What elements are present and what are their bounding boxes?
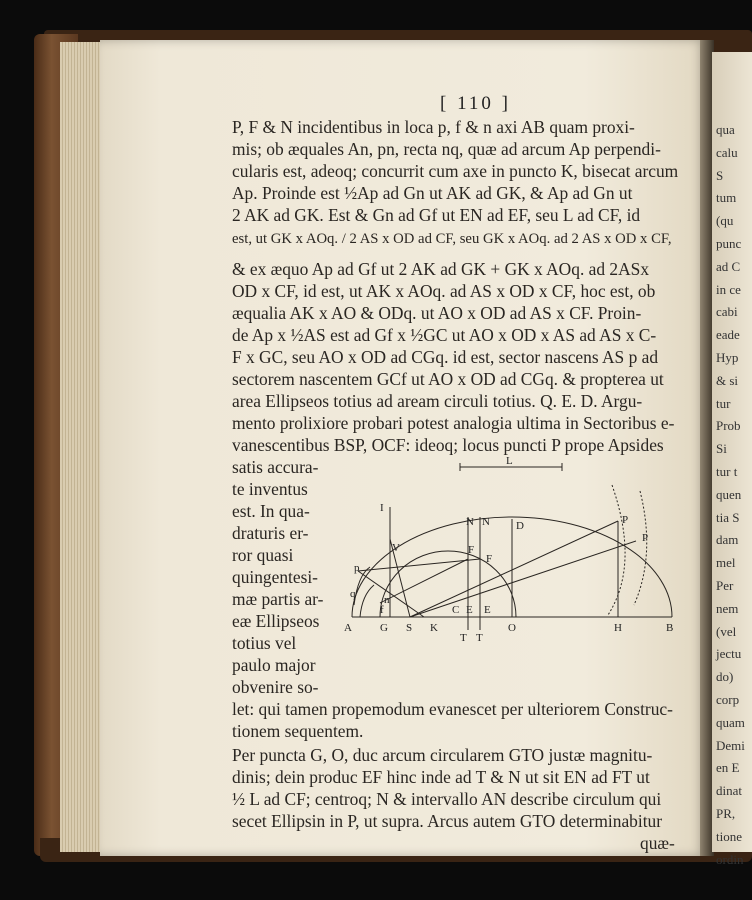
right-page-fragment: tur t (716, 464, 738, 479)
right-page-fragment: cabi (716, 304, 738, 320)
text-line: sectorem nascentem GCf ut AO x OD ad CGq. & propterea ut (232, 369, 664, 389)
text-line: est, ut GK x AOq. / 2 AS x OD ad CF, seu GK x AOq. ad 2 AS x OD x CF, (232, 231, 672, 247)
text-line: ½ L ad CF; centroq; N & intervallo AN describe circulum qui (232, 789, 662, 809)
text-line: OD x CF, id est, ut AK x AOq. ad AS x OD x CF, hoc est, ob (232, 281, 656, 301)
text-line: æqualia AK x AO & ODq. ut AO x OD ad AS x CF. Proin- (232, 303, 642, 323)
right-page-fragment: tur (716, 395, 731, 411)
right-page-fragment: (vel (716, 623, 737, 639)
text-line: secet Ellipsin in P, ut supra. Arcus autem GTO determinabitur (232, 811, 663, 831)
right-page-fragment: in ce (716, 281, 741, 297)
text-line: Per puncta G, O, duc arcum circularem GTO justæ magnitu- (232, 745, 653, 765)
label-F2: F (486, 553, 493, 565)
right-page-fragment: tione (716, 828, 742, 844)
text-line: obvenire so- (232, 677, 319, 697)
line-S-P2 (410, 541, 636, 617)
text-line: F x GC, seu AO x OD ad CGq. id est, sector nascens AS p ad (232, 347, 659, 367)
text-line: satis accura- (232, 457, 319, 477)
text-line: est. In qua- (232, 501, 310, 521)
label-T2: T (476, 632, 483, 644)
label-S: S (406, 622, 413, 634)
right-page-fragment: Hyp (716, 350, 739, 365)
text-line: 2 AK ad GK. Est & Gn ad Gf ut EN ad EF, seu L ad CF, id (232, 205, 641, 225)
text-line: cularis est, adeoq; concurrit cum axe in puncto K, bisecat arcum (232, 161, 679, 181)
text-line: de Ap x ½AS est ad Gf x ½GC ut AO x OD x AS ad AS x C- (232, 325, 657, 345)
label-D: D (516, 520, 524, 532)
text-line: mento prolixiore probari potest analogia ultima in Sectoribus e- (232, 413, 675, 433)
right-page-fragment: mel (716, 555, 736, 571)
label-E2: E (484, 604, 491, 616)
label-G: G (380, 622, 388, 634)
text-line: totius vel (232, 633, 297, 653)
text-line: eæ Ellipseos (232, 611, 320, 631)
geometric-diagram (340, 455, 680, 655)
label-f: f (380, 604, 384, 616)
label-P1: P (622, 514, 629, 526)
text-line: mis; ob æquales An, pn, recta nq, quæ ad arcum Ap perpendi- (232, 139, 661, 159)
label-K: K (430, 622, 438, 634)
label-E1: E (466, 604, 473, 616)
text-line: te inventus (232, 479, 308, 499)
right-page-fragment: (qu (716, 213, 734, 229)
right-page-fragment: tia S (716, 509, 740, 525)
label-A: A (344, 622, 352, 634)
right-page-fragment: punc (716, 236, 742, 251)
right-page-fragment: eade (716, 327, 740, 343)
label-B: B (666, 622, 674, 634)
right-page-fragment: quen (716, 486, 742, 502)
right-page-fragment: Si (716, 441, 727, 457)
right-page-fragment: Demi (716, 737, 745, 753)
label-V: V (392, 542, 400, 554)
text-line: mæ partis ar- (232, 589, 324, 609)
right-page-fragment: qua (716, 122, 735, 137)
text-line: draturis er- (232, 523, 309, 543)
text-line: area Ellipseos totius ad aream circuli totius. Q. E. D. Argu- (232, 391, 643, 411)
right-page-fragment: dam (716, 532, 739, 548)
label-P2: P (642, 532, 649, 544)
right-page-fragment: quam (716, 714, 745, 730)
right-page-fragment: PR, (716, 806, 736, 821)
text-line: vanescentibus BSP, OCF: ideoq; locus puncti P prope Apsides (232, 435, 664, 455)
right-page-fragment: en E (716, 760, 740, 776)
circle-arc (380, 551, 516, 617)
label-F1: F (468, 544, 475, 556)
right-page-fragment: ad C (716, 258, 741, 274)
label-I: I (380, 502, 384, 514)
right-page-fragment: calu (716, 144, 738, 160)
text-line: P, F & N incidentibus in loca p, f & n axi AB quam proxi- (232, 117, 635, 137)
right-page-fragment: ordin (716, 851, 744, 867)
right-page-fragment: nem (716, 600, 739, 616)
right-page-fragment: Prob (716, 418, 741, 434)
text-line: dinis; dein produc EF hinc inde ad T & N ut sit EN ad FT ut (232, 767, 650, 787)
right-page (712, 52, 752, 867)
label-q: q (350, 588, 356, 600)
text-line: & ex æquo Ap ad Gf ut 2 AK ad GK + GK x AOq. ad 2ASx (232, 259, 650, 279)
label-p: p (354, 562, 360, 574)
text-line: Ap. Proinde est ½Ap ad Gn ut AK ad GK, & Ap ad Gn ut (232, 183, 633, 203)
text-line: paulo major (232, 655, 316, 675)
label-T1: T (460, 632, 467, 644)
label-N2: N (482, 516, 490, 528)
text-line: quingentesi- (232, 567, 318, 587)
right-page-fragment: & si (716, 372, 739, 388)
label-C: C (452, 604, 460, 616)
text-line: quæ- (640, 833, 675, 853)
right-page-fragment: tum (716, 190, 737, 206)
page-number: [ 110 ] (440, 93, 511, 114)
text-line: tionem sequentem. (232, 721, 364, 741)
right-page-fragment: dinat (716, 783, 742, 799)
text-line: let: qui tamen propemodum evanescet per ulteriorem Construc- (232, 699, 673, 719)
right-page-fragment: do) (716, 669, 734, 685)
right-page-fragment: jectu (716, 646, 742, 662)
right-page-fragment: S (716, 167, 724, 183)
label-H: H (614, 622, 622, 634)
right-page-fragment: Per (716, 578, 734, 593)
right-page-fragment: corp (716, 692, 740, 707)
label-N1: N (466, 516, 474, 528)
text-line: ror quasi (232, 545, 294, 565)
label-L: L (506, 455, 513, 467)
label-O: O (508, 622, 516, 634)
label-n: n (384, 594, 390, 606)
